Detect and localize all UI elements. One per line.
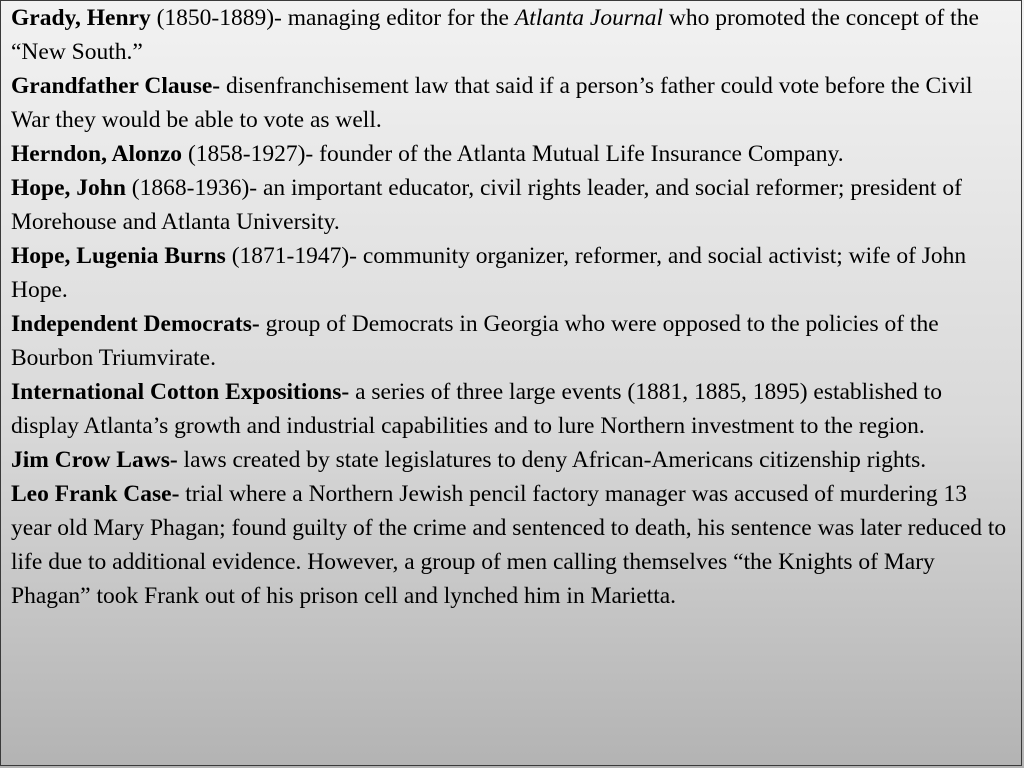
glossary-entry-hope-lugenia-burns <box>11 239 1011 307</box>
glossary-definition: (1871-1947)- community organizer, reformer, and social activist; wife of John Hope. <box>11 243 967 303</box>
glossary-term: Hope, John <box>11 175 126 201</box>
glossary-entry-independent-democrats <box>11 307 1011 375</box>
glossary-term: Independent Democrats- <box>11 311 260 337</box>
glossary-entry-hope-john <box>11 171 1011 239</box>
glossary-definition: a series of three large events (1881, 1885, 1895) established to display Atlanta’s growth and industrial capabilities and to lure Northern investment to the region. <box>11 379 942 439</box>
glossary-definition: group of Democrats in Georgia who were opposed to the policies of the Bourbon Triumvirate. <box>11 311 939 371</box>
glossary-entry-jim-crow-laws <box>11 443 1011 477</box>
glossary-definition: (1850-1889)- managing editor for the <box>150 5 515 31</box>
glossary-definition-italic: Atlanta Journal <box>514 5 664 31</box>
glossary-definition: (1868-1936)- an important educator, civil rights leader, and social reformer; president of Morehouse and Atlanta University. <box>11 175 962 235</box>
glossary-entry-herndon-alonzo <box>11 137 1011 171</box>
glossary-term: Jim Crow Laws- <box>11 447 178 473</box>
glossary-entry-international-cotton-expositions <box>11 375 1011 443</box>
glossary-definition: trial where a Northern Jewish pencil factory manager was accused of murdering 13 year old Mary Phagan; found guilty of the crime and sentenced to death, his sentence was later reduced to life due to additional evidence. However, a group of men calling themselves “the Knights of Mary Phagan” took Frank out of his prison cell and lynched him in Marietta. <box>11 481 1007 609</box>
glossary-term: International Cotton Expositions- <box>11 379 350 405</box>
glossary-term: Hope, Lugenia Burns <box>11 243 226 269</box>
glossary-term: Leo Frank Case- <box>11 481 180 507</box>
glossary-definition: disenfranchisement law that said if a person’s father could vote before the Civil War they would be able to vote as well. <box>11 73 973 133</box>
glossary-entry-leo-frank-case <box>11 477 1011 613</box>
glossary-definition: who promoted the concept of the “New South.” <box>11 5 979 65</box>
glossary-entry-grady-henry <box>11 1 1011 69</box>
glossary-entry-grandfather-clause <box>11 69 1011 137</box>
glossary-term: Grady, Henry <box>11 5 151 31</box>
glossary-definition: (1858-1927)- founder of the Atlanta Mutual Life Insurance Company. <box>182 141 844 167</box>
glossary-definition: laws created by state legislatures to deny African-Americans citizenship rights. <box>177 447 927 473</box>
glossary-term: Grandfather Clause- <box>11 73 221 99</box>
glossary-term: Herndon, Alonzo <box>11 141 183 167</box>
